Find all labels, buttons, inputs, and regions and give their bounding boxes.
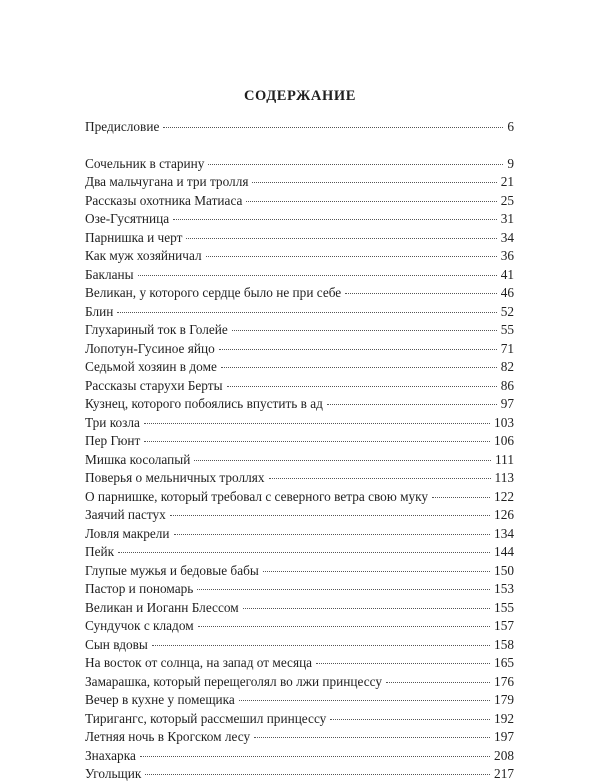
- toc-entry: [85, 691, 514, 710]
- toc-entry: [85, 765, 514, 784]
- dot-leader: [118, 551, 490, 553]
- dot-leader: [144, 440, 490, 442]
- toc-entry-page-number: 126: [494, 507, 514, 522]
- toc-entry-title: Заячий пастух: [85, 507, 166, 522]
- toc-entry-page-number: 111: [495, 451, 514, 467]
- toc-entry-title: Лопотун-Гусиное яйцо: [85, 340, 215, 356]
- dot-leader: [174, 533, 491, 535]
- dot-leader: [316, 662, 490, 664]
- toc-entry-page-number: 155: [494, 599, 514, 615]
- toc-entry: [85, 210, 514, 229]
- toc-entry: [85, 599, 514, 618]
- toc-entry-title: Угольщик: [85, 766, 142, 781]
- toc-entry: [85, 321, 514, 340]
- toc-entry-title: Блин: [85, 303, 114, 319]
- toc-entry: [85, 636, 514, 655]
- toc-entry-page-number: 86: [500, 377, 514, 393]
- toc-entry-title: Знахарка: [85, 747, 136, 763]
- dot-leader: [138, 274, 497, 276]
- dot-leader: [144, 422, 490, 424]
- table-of-contents: [85, 118, 514, 784]
- toc-entry-title: Кузнец, которого побоялись впустить в ад: [85, 396, 323, 411]
- toc-entry-title: Пастор и пономарь: [85, 581, 194, 596]
- toc-entry-page-number: 97: [500, 396, 514, 411]
- toc-entry-page-number: 46: [500, 285, 514, 300]
- toc-entry-title: Как муж хозяйничал: [85, 248, 202, 263]
- toc-entry-page-number: 71: [500, 340, 514, 356]
- toc-entry-title: Рассказы охотника Матиаса: [85, 192, 243, 208]
- toc-entry-page-number: 106: [494, 433, 514, 448]
- toc-entry-title: Пейк: [85, 544, 115, 559]
- dot-leader: [252, 181, 496, 183]
- toc-entry-page-number: 55: [500, 322, 514, 337]
- toc-entry-title: Замарашка, который перещеголял во лжи принцессу: [85, 673, 383, 689]
- toc-entry-title: Глухариный ток в Голейе: [85, 322, 228, 337]
- toc-entry-page-number: 176: [494, 673, 514, 689]
- dot-leader: [246, 200, 496, 202]
- toc-entry-title: Парнишка и черт: [85, 229, 183, 245]
- toc-entry: [85, 506, 514, 525]
- toc-entry-page-number: 157: [494, 618, 514, 633]
- dot-leader: [117, 311, 496, 313]
- toc-entry-page-number: 103: [494, 414, 514, 430]
- toc-entry: [85, 192, 514, 211]
- dot-leader: [221, 366, 497, 368]
- toc-entry: [85, 173, 514, 192]
- toc-entry: [85, 673, 514, 692]
- toc-entry-title: Рассказы старухи Берты: [85, 377, 223, 393]
- toc-entry: [85, 247, 514, 266]
- dot-leader: [194, 459, 491, 461]
- toc-entry-title: Летняя ночь в Крогском лесу: [85, 729, 251, 744]
- toc-entry-title: О парнишке, который требовал с северного ветра свою муку: [85, 488, 429, 504]
- toc-entry-title: Сочельник в старину: [85, 155, 205, 171]
- toc-entry-title: Сын вдовы: [85, 636, 148, 652]
- toc-entry-title: Тиригангс, который рассмешил принцессу: [85, 710, 327, 726]
- toc-entry: [85, 432, 514, 451]
- toc-entry-title: Вечер в кухне у помещика: [85, 692, 235, 707]
- toc-entry-page-number: 208: [494, 747, 514, 763]
- dot-leader: [254, 736, 490, 738]
- dot-leader: [345, 292, 496, 294]
- dot-leader: [186, 237, 496, 239]
- dot-leader: [227, 385, 497, 387]
- toc-entry: [85, 395, 514, 414]
- toc-entry-title: Три козла: [85, 414, 140, 430]
- toc-entry-page-number: 113: [494, 470, 514, 485]
- dot-leader: [239, 699, 490, 701]
- dot-leader: [208, 163, 503, 165]
- toc-entry-page-number: 197: [494, 729, 514, 744]
- toc-entry-title: Два мальчугана и три тролля: [85, 174, 249, 189]
- toc-entry-title: На восток от солнца, на запад от месяца: [85, 655, 313, 670]
- toc-entry-page-number: 134: [494, 525, 514, 541]
- toc-entry-page-number: 122: [494, 488, 514, 504]
- toc-entry-title: Глупые мужья и бедовые бабы: [85, 562, 259, 578]
- toc-entry-title: Великан, у которого сердце было не при себе: [85, 285, 342, 300]
- toc-entry-page-number: 21: [500, 174, 514, 189]
- toc-entry-page-number: 6: [507, 119, 514, 134]
- dot-leader: [173, 218, 497, 220]
- dot-leader: [263, 570, 490, 572]
- toc-entry-title: Поверья о мельничных троллях: [85, 470, 265, 485]
- toc-entry-page-number: 158: [494, 636, 514, 652]
- dot-leader: [219, 348, 497, 350]
- toc-entry-page-number: 31: [500, 211, 514, 226]
- toc-entry-page-number: 82: [500, 359, 514, 374]
- dot-leader: [327, 403, 497, 405]
- dot-leader: [206, 255, 497, 257]
- toc-entry-page-number: 9: [507, 155, 514, 171]
- dot-leader: [170, 514, 490, 516]
- dot-leader: [386, 681, 490, 683]
- toc-entry-title: Озе-Гусятница: [85, 211, 170, 226]
- toc-entry-title: Ловля макрели: [85, 525, 170, 541]
- toc-entry-title: Пер Гюнт: [85, 433, 141, 448]
- toc-entry-title: Седьмой хозяин в доме: [85, 359, 217, 374]
- toc-entry: [85, 580, 514, 599]
- toc-entry-page-number: 150: [494, 562, 514, 578]
- toc-entry: [85, 118, 514, 137]
- dot-leader: [140, 755, 490, 757]
- dot-leader: [145, 773, 490, 775]
- toc-entry: [85, 155, 514, 174]
- toc-entry-title: Сундучок с кладом: [85, 618, 194, 633]
- toc-entry: [85, 710, 514, 729]
- toc-entry-page-number: 36: [500, 248, 514, 263]
- toc-entry-page-number: 153: [494, 581, 514, 596]
- toc-entry: [85, 284, 514, 303]
- toc-entry-title: Мишка косолапый: [85, 451, 191, 467]
- toc-entry-title: Бакланы: [85, 266, 134, 282]
- toc-entry-page-number: 52: [500, 303, 514, 319]
- toc-entry: [85, 377, 514, 396]
- toc-entry: [85, 469, 514, 488]
- dot-leader: [197, 588, 490, 590]
- dot-leader: [163, 126, 503, 128]
- toc-entry: [85, 358, 514, 377]
- toc-entry: [85, 488, 514, 507]
- toc-entry: [85, 340, 514, 359]
- dot-leader: [152, 644, 490, 646]
- toc-entry: [85, 562, 514, 581]
- toc-entry-title: Предисловие: [85, 119, 160, 134]
- toc-entry-page-number: 217: [494, 766, 514, 781]
- toc-entry: [85, 543, 514, 562]
- toc-entry: [85, 229, 514, 248]
- toc-entry: [85, 266, 514, 285]
- toc-entry: [85, 451, 514, 470]
- toc-entry-page-number: 25: [500, 192, 514, 208]
- toc-entry: [85, 414, 514, 433]
- toc-entry: [85, 525, 514, 544]
- page-title: СОДЕРЖАНИЕ: [243, 88, 357, 104]
- toc-entry-page-number: 41: [500, 266, 514, 282]
- dot-leader: [269, 477, 491, 479]
- dot-leader: [232, 329, 497, 331]
- toc-entry-page-number: 34: [500, 229, 514, 245]
- toc-entry-page-number: 165: [494, 655, 514, 670]
- toc-entry: [85, 303, 514, 322]
- dot-leader: [198, 625, 490, 627]
- toc-entry: [85, 728, 514, 747]
- toc-entry: [85, 617, 514, 636]
- toc-entry-page-number: 192: [494, 710, 514, 726]
- toc-entry-page-number: 144: [494, 544, 514, 559]
- dot-leader: [243, 607, 490, 609]
- toc-entry: [85, 747, 514, 766]
- dot-leader: [330, 718, 490, 720]
- toc-entry-page-number: 179: [494, 692, 514, 707]
- toc-entry: [85, 654, 514, 673]
- dot-leader: [432, 496, 490, 498]
- toc-entry-title: Великан и Иоганн Блессом: [85, 599, 239, 615]
